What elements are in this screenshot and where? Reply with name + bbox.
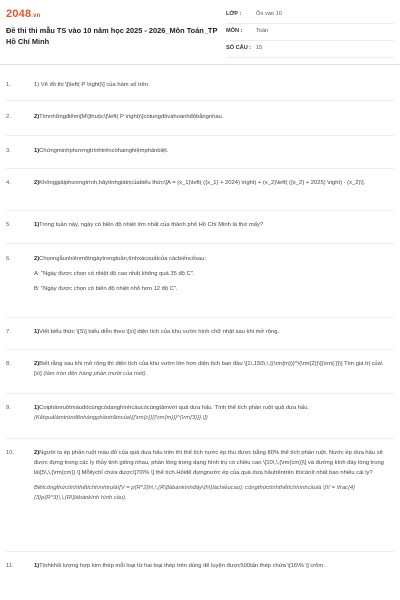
divider bbox=[6, 393, 394, 394]
question-lead: 1) bbox=[34, 563, 40, 569]
meta-key: LỚP : bbox=[226, 11, 242, 17]
event-a: A: "Ngày được chọn có nhiệt độ cao nhất không quá 35 độ C". bbox=[34, 271, 195, 277]
question-number: 5. bbox=[6, 222, 11, 228]
divider bbox=[6, 210, 394, 211]
question-number: 8. bbox=[6, 361, 11, 367]
meta-row-count bbox=[226, 41, 394, 58]
divider bbox=[6, 317, 394, 318]
meta-key: MÔN : bbox=[226, 28, 243, 34]
question-9 bbox=[6, 403, 394, 423]
question-text: Khônggiảiphươngtrình,hãytínhgiátrịcủabiểu thức\[A = (x_1)\left( ({x_1} + 2024) \right) + (x_2)\left( ({x_2} + 2025) \right) - (x_2)\]. bbox=[39, 180, 366, 186]
divider bbox=[6, 243, 394, 244]
question-lead: 1) bbox=[34, 405, 40, 411]
question-text: Trong tuần này, ngày có biên độ nhiệt lớn nhất của thành phố Hồ Chí Minh là thứ mấy? bbox=[39, 222, 264, 228]
question-number: 7. bbox=[6, 329, 11, 335]
question-number: 1. bbox=[6, 82, 11, 88]
question-7 bbox=[6, 327, 394, 337]
question-number: 10. bbox=[6, 450, 15, 456]
question-lead: 2) bbox=[34, 361, 40, 367]
question-5 bbox=[6, 220, 394, 230]
divider bbox=[6, 438, 394, 439]
meta-row-class bbox=[226, 7, 394, 24]
question-number: 11. bbox=[6, 563, 14, 569]
exam-meta bbox=[226, 7, 394, 58]
question-6 bbox=[6, 254, 394, 294]
question-lead: 2) bbox=[34, 256, 40, 262]
question-3 bbox=[6, 146, 394, 156]
question-lead: 1) bbox=[34, 148, 40, 154]
question-lead: 2) bbox=[34, 450, 40, 456]
divider bbox=[6, 135, 394, 136]
question-text: Biết rằng sau khi mở rộng thì diện tích của khu vườn lớn hơn diện tích ban đầu \[1\,150\,\,{(\rm{m})}^\{\rm{2}}\]{\rm{.}}\] Tìm giá trị của\[x\] bbox=[34, 361, 383, 377]
question-text: Tínhkhối lượng hợp kim thép mỗi loại từ hai loại thép trên dùng để luyện được500tấn thép chứa \[16\% \] crôm. bbox=[39, 563, 325, 569]
meta-row-subject bbox=[226, 24, 394, 41]
meta-value: Toán bbox=[256, 28, 269, 34]
question-text: 1) Vẽ đồ thị \[\left( P \right)\] của hàm số trên. bbox=[34, 82, 150, 88]
header bbox=[0, 0, 400, 65]
exam-title: Đề thi thi mẫu TS vào 10 năm học 2025 - 2026_Môn Toán_TP Hồ Chí Minh bbox=[6, 26, 218, 46]
question-number: 6. bbox=[6, 256, 11, 262]
question-text: Viết biểu thức \[S\] biểu diễn theo \[x\] diện tích của khu vườn hình chữ nhật sau khi mở rộng. bbox=[39, 329, 280, 335]
meta-key: SỐ CÂU : bbox=[226, 45, 252, 51]
question-note: (Kếtquảlàmtrònđếnhàngphầntrămcủa\[{\rm{c}}{(\rm{m})}^{\rm{3}}}.\]) bbox=[34, 415, 208, 421]
logo-main: 2048 bbox=[6, 8, 32, 20]
question-2 bbox=[6, 112, 394, 122]
question-text: Chứngminhphươngtrìnhtrêncóhainghiệmphânbiệt. bbox=[39, 148, 169, 154]
question-text: Coiphầnruộtmàuđócùngcódạnghìnhcầucócùngtâmvới quả dưa hấu. Tính thể tích phần ruột quả dưa hấu. bbox=[39, 405, 310, 411]
divider bbox=[6, 168, 394, 169]
question-lead: 1) bbox=[34, 222, 40, 228]
question-1 bbox=[6, 80, 394, 90]
question-number: 4. bbox=[6, 180, 11, 186]
question-10 bbox=[6, 448, 394, 503]
question-4 bbox=[6, 178, 394, 188]
site-logo[interactable] bbox=[6, 8, 41, 20]
question-number: 2. bbox=[6, 114, 11, 120]
event-b: B: "Ngày được chọn có biên độ nhiệt nhỏ hơn 12 độ C". bbox=[34, 286, 178, 292]
meta-value: 15 bbox=[256, 45, 263, 51]
question-lead: 2) bbox=[34, 180, 40, 186]
divider bbox=[6, 100, 394, 101]
question-number: 9. bbox=[6, 405, 11, 411]
divider bbox=[6, 551, 394, 552]
question-lead: 1) bbox=[34, 329, 40, 335]
question-11 bbox=[6, 561, 394, 571]
formula-note: Biếtcôngthứctínhthểtíchhìnhtrụlà\[V = p{R^2}h\,\,(R\]làbánkínhđáy\(h\)làchiềucao); côngthứctínhthểtíchhìnhcầulà \[V = \frac{4}{3}p{R^3}\,\,(R\]làbánkính hình cầu). bbox=[34, 485, 356, 501]
meta-value: Ôn vào 10 bbox=[256, 11, 282, 17]
question-8 bbox=[6, 359, 394, 379]
question-text: Người ta ép phần ruột màu đỏ của quả dưa hấu trên thì thể tích nước ép thu được bằng 80% thể tích phần ruột. Nước ép dưa hấu sẽ được đựng trong các ly thủy tinh giống nhau, phần lòng trong dạng hình trụ có chiều cao \[10\,\,{\rm{cm}}\] và đường kính đáy lòng trong là\[5\,\,{\rm{cm}}.\] Mỗilychỉ chứa được\[70\% \] thể tích.Hỏiđể đựngnước ép của quả dưa hấutrêntrên thìcầnít nhất bao nhiêu cái ly? bbox=[34, 450, 384, 476]
logo-suffix: .vn bbox=[31, 13, 41, 19]
question-text: Tìmnhữngđiểm\[M\]thuộc\[\left( P \right)\]cótungđộvàhoànhđộbằngnhau. bbox=[39, 114, 224, 120]
question-lead: 2) bbox=[34, 114, 40, 120]
question-note: (làm tròn đến hàng phần mười của mét). bbox=[43, 371, 148, 377]
divider bbox=[6, 349, 394, 350]
question-number: 3. bbox=[6, 148, 11, 154]
question-text: Chọnngẫunhiênmộtngàytrongtuần,tínhxácsuấtcủa cácbiếncốsau: bbox=[39, 256, 207, 262]
